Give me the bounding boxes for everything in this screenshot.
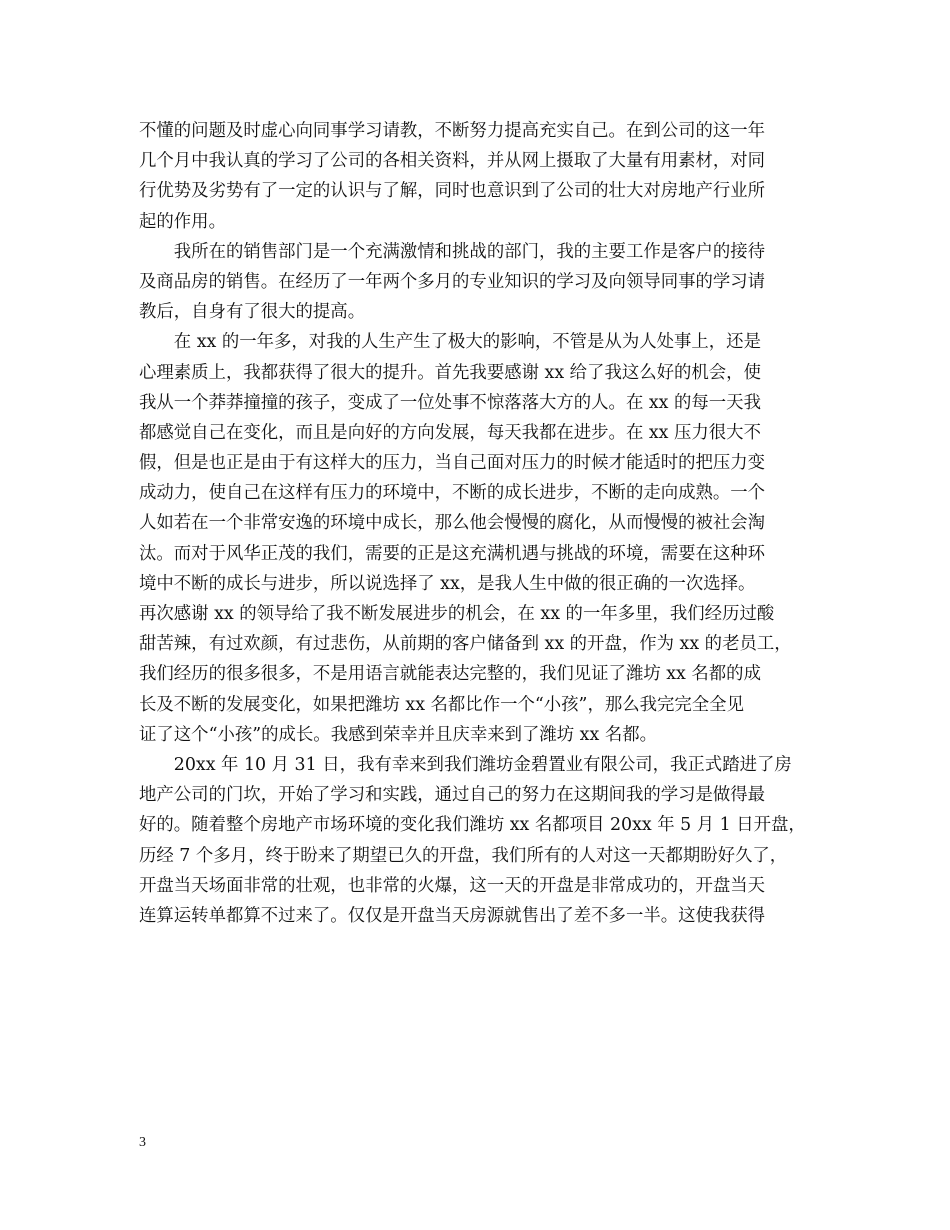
text-line: 地产公司的门坎，开始了学习和实践，通过自己的努力在这期间我的学习是做得最	[139, 785, 766, 806]
text-line: 不懂的问题及时虚心向同事学习请教，不断努力提高充实自己。在到公司的这一年	[139, 121, 766, 141]
text-line: 人如若在一个非常安逸的环境中成长，那么他会慢慢的腐化，从而慢慢的被社会淘	[139, 513, 766, 534]
text-line: 心理素质上，我都获得了很大的提升。首先我要感谢 xx 给了我这么好的机会，使	[139, 362, 761, 383]
text-line: 起的作用。	[139, 211, 226, 232]
text-line: 假，但是也正是由于有这样大的压力，当自己面对压力的时候才能适时的把压力变	[139, 453, 766, 474]
text-line: 我们经历的很多很多，不是用语言就能表达完整的，我们见证了潍坊 xx 名都的成	[139, 664, 761, 685]
text-line: 我从一个莽莽撞撞的孩子，变成了一位处事不惊落落大方的人。在 xx 的每一天我	[139, 392, 761, 413]
page-number: 3	[139, 1135, 146, 1150]
text-line: 再次感谢 xx 的领导给了我不断发展进步的机会，在 xx 的一年多里，我们经历过酸	[139, 604, 775, 624]
text-line: 行优势及劣势有了一定的认识与了解，同时也意识到了公司的壮大对房地产行业所	[139, 181, 766, 202]
text-line: 汰。而对于风华正茂的我们，需要的正是这充满机遇与挑战的环境，需要在这种环	[139, 543, 766, 564]
text-line: 连算运转单都算不过来了。仅仅是开盘当天房源就售出了差不多一半。这使我获得	[139, 905, 766, 926]
text-line: 证了这个“小孩”的成长。我感到荣幸并且庆幸来到了潍坊 xx 名都。	[139, 724, 658, 745]
text-line: 都感觉自己在变化，而且是向好的方向发展，每天我都在进步。在 xx 压力很大不	[139, 422, 761, 443]
text-line: 历经 7 个多月，终于盼来了期望已久的开盘，我们所有的人对这一天都期盼好久了，	[139, 845, 788, 866]
text-line: 教后，自身有了很大的提高。	[139, 302, 366, 323]
text-line: 好的。随着整个房地产市场环境的变化我们潍坊 xx 名都项目 20xx 年 5 月 1 日开盘，	[139, 815, 806, 836]
text-line: 甜苦辣，有过欢颜，有过悲伤，从前期的客户储备到 xx 的开盘，作为 xx 的老员工，	[139, 634, 792, 655]
text-line: 几个月中我认真的学习了公司的各相关资料，并从网上摄取了大量有用素材，对同	[139, 151, 766, 172]
text-line: 在 xx 的一年多，对我的人生产生了极大的影响，不管是从为人处事上，还是	[139, 332, 761, 353]
text-line: 成动力，使自己在这样有压力的环境中，不断的成长进步，不断的走向成熟。一个	[139, 483, 766, 504]
text-line: 开盘当天场面非常的壮观，也非常的火爆，这一天的开盘是非常成功的，开盘当天	[139, 875, 766, 896]
text-line: 我所在的销售部门是一个充满激情和挑战的部门，我的主要工作是客户的接待	[139, 241, 766, 262]
text-line: 境中不断的成长与进步，所以说选择了 xx，是我人生中做的很正确的一次选择。	[139, 573, 756, 594]
document-body	[139, 116, 811, 931]
text-line: 20xx 年 10 月 31 日，我有幸来到我们潍坊金碧置业有限公司，我正式踏进了房	[139, 754, 792, 775]
text-line: 及商品房的销售。在经历了一年两个多月的专业知识的学习及向领导同事的学习请	[139, 271, 766, 292]
text-line: 长及不断的发展变化，如果把潍坊 xx 名都比作一个“小孩”，那么我完完全全见	[139, 694, 744, 715]
